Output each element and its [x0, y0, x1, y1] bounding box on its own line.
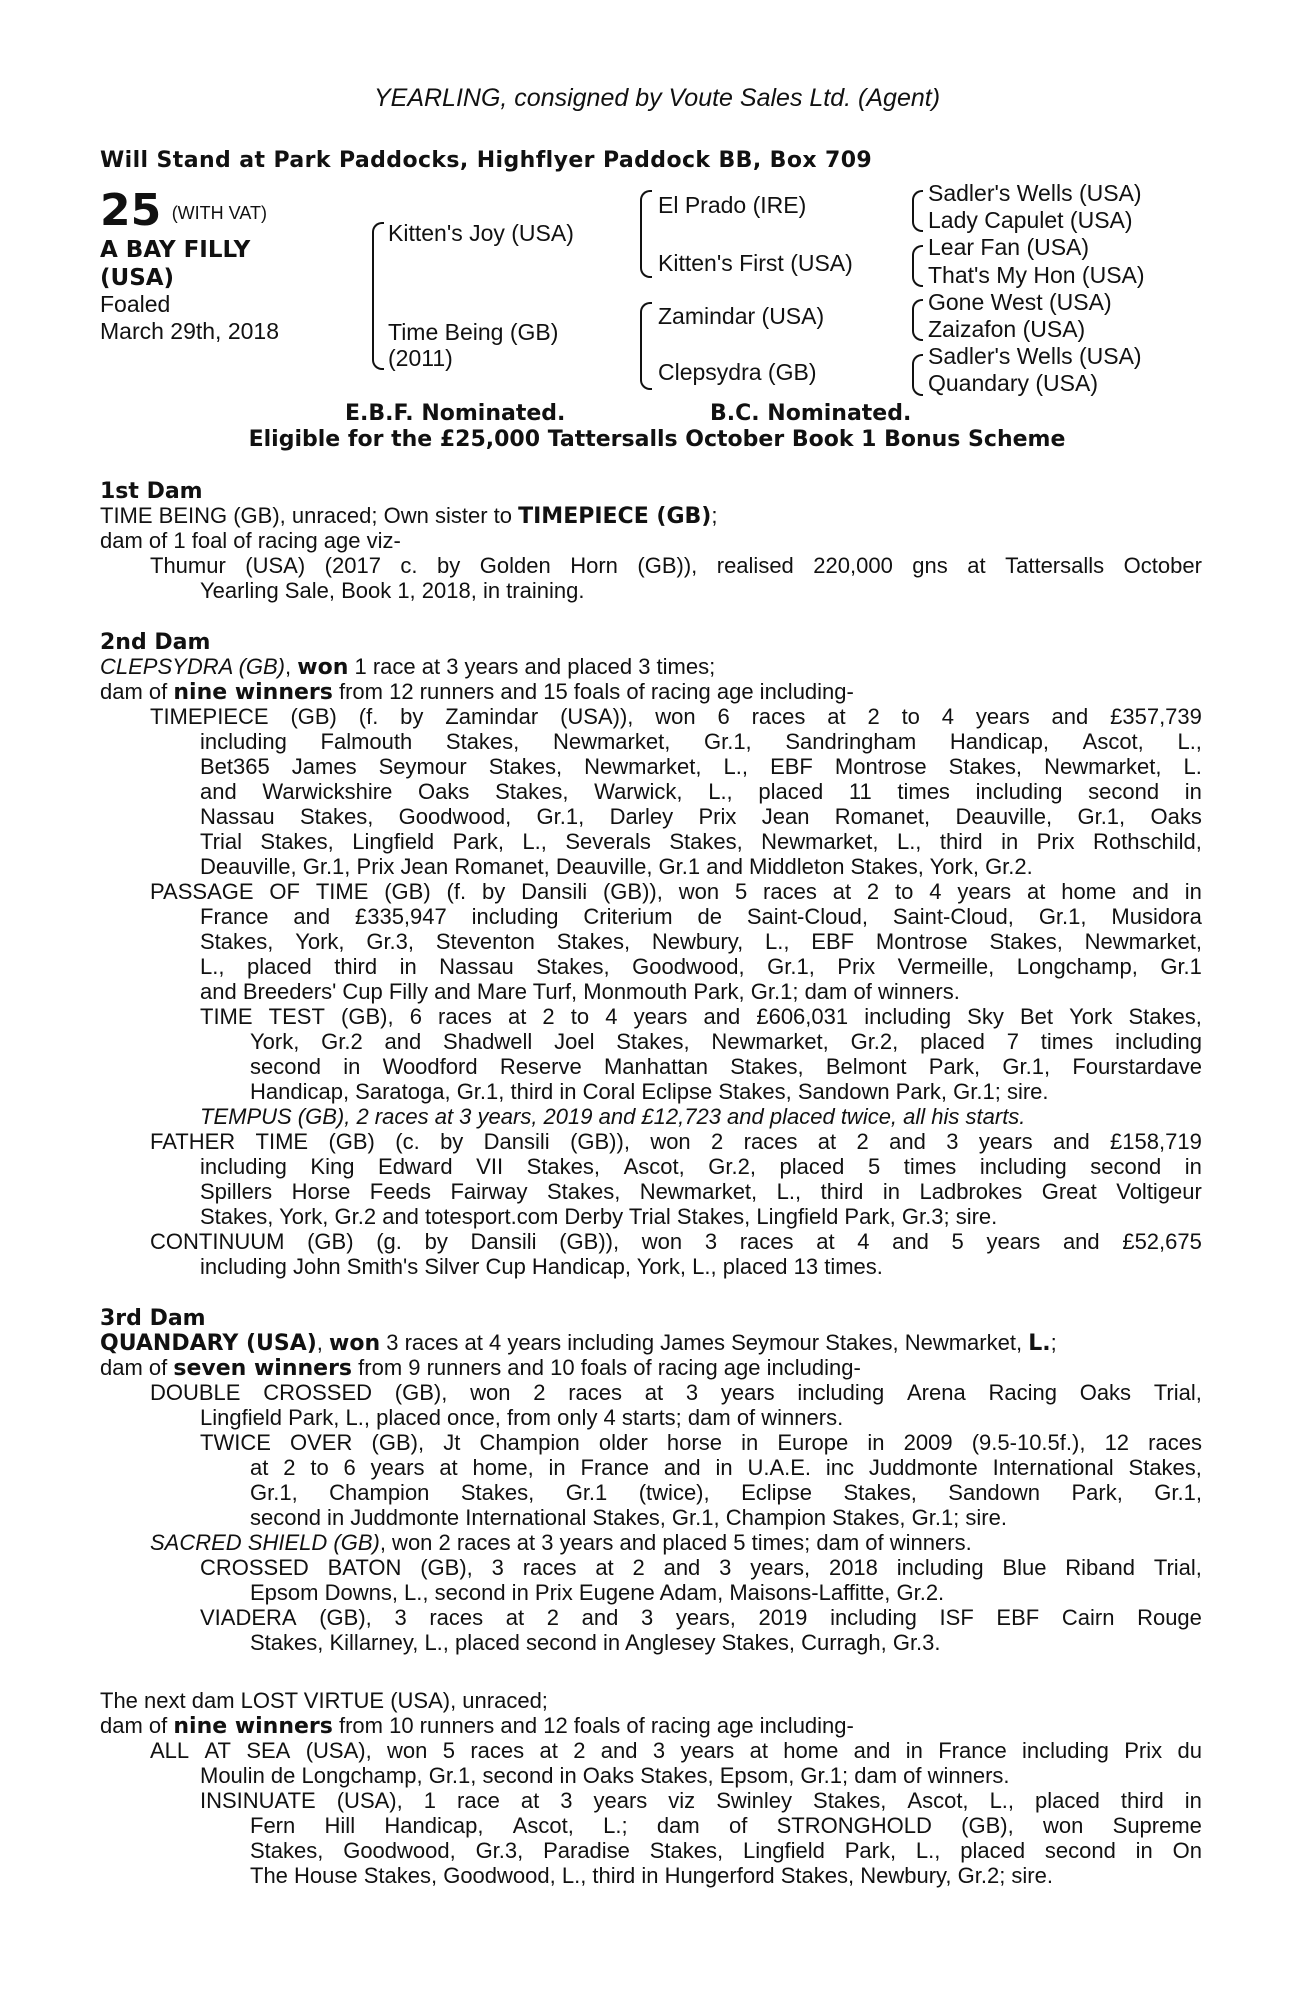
pedigree-dam: Time Being (GB): [388, 319, 559, 345]
pedigree-sire-sire: El Prado (IRE): [658, 192, 807, 218]
vat-label: (WITH VAT): [171, 203, 267, 223]
first-dam-line-4: Yearling Sale, Book 1, 2018, in training.: [200, 578, 585, 603]
pedigree-brace: [912, 354, 923, 376]
pedigree-ss-dam: Lady Capulet (USA): [928, 207, 1133, 233]
pedigree-brace: [640, 338, 652, 390]
timepiece-line: Nassau Stakes, Goodwood, Gr.1, Darley Prix Jean Romanet, Deauville, Gr.1, Oaks: [200, 804, 1202, 829]
all-at-sea-line: ALL AT SEA (USA), won 5 races at 2 and 3 years at home and in France including Prix du: [150, 1738, 1202, 1763]
pedigree-dam-year: (2011): [388, 345, 453, 371]
timepiece-line: TIMEPIECE (GB) (f. by Zamindar (USA)), won 6 races at 2 to 4 years and £357,739: [150, 704, 1202, 729]
ebf-nominated: E.B.F. Nominated.: [345, 401, 566, 426]
passage-line: France and £335,947 including Criterium de Saint-Cloud, Saint-Cloud, Gr.1, Musidora: [200, 904, 1202, 929]
twice-over-line: Gr.1, Champion Stakes, Gr.1 (twice), Eclipse Stakes, Sandown Park, Gr.1,: [250, 1480, 1202, 1505]
pedigree-dd-dam: Quandary (USA): [928, 370, 1099, 396]
pedigree-dam-sire: Zamindar (USA): [658, 303, 825, 329]
pedigree-sire-dam: Kitten's First (USA): [658, 250, 853, 276]
double-crossed-line: Lingfield Park, L., placed once, from only 4 starts; dam of winners.: [200, 1405, 844, 1430]
bc-nominated: B.C. Nominated.: [710, 401, 912, 426]
lot-number-block: [100, 186, 267, 236]
next-dam-line-1: The next dam LOST VIRTUE (USA), unraced;: [100, 1688, 548, 1713]
viadera-line: Stakes, Killarney, L., placed second in Anglesey Stakes, Curragh, Gr.3.: [250, 1630, 941, 1655]
timepiece-line: Deauville, Gr.1, Prix Jean Romanet, Deauville, Gr.1 and Middleton Stakes, York, Gr.2.: [200, 854, 1033, 879]
first-dam-line-1: TIME BEING (GB), unraced; Own sister to TIMEPIECE (GB);: [100, 503, 718, 529]
pedigree-sd-dam: That's My Hon (USA): [928, 262, 1145, 288]
double-crossed-line: DOUBLE CROSSED (GB), won 2 races at 3 years including Arena Racing Oaks Trial,: [150, 1380, 1202, 1405]
father-time-line: FATHER TIME (GB) (c. by Dansili (GB)), won 2 races at 2 and 3 years and £158,719: [150, 1129, 1202, 1154]
pedigree-ds-dam: Zaizafon (USA): [928, 316, 1086, 342]
continuum-line: including John Smith's Silver Cup Handicap, York, L., placed 13 times.: [200, 1254, 883, 1279]
pedigree-brace: [912, 210, 923, 232]
second-dam-line-2: dam of nine winners from 12 runners and 15 foals of racing age including-: [100, 679, 854, 705]
pedigree-brace: [372, 222, 384, 308]
timepiece-line: including Falmouth Stakes, Newmarket, Gr.1, Sandringham Handicap, Ascot, L.,: [200, 729, 1202, 754]
insinuate-line: Fern Hill Handicap, Ascot, L.; dam of STRONGHOLD (GB), won Supreme: [250, 1813, 1202, 1838]
third-dam-line-1: QUANDARY (USA), won 3 races at 4 years including James Seymour Stakes, Newmarket, L.;: [100, 1330, 1057, 1356]
pedigree-brace: [372, 306, 384, 370]
all-at-sea-line: Moulin de Longchamp, Gr.1, second in Oaks Stakes, Epsom, Gr.1; dam of winners.: [200, 1763, 1010, 1788]
first-dam-line-2: dam of 1 foal of racing age viz-: [100, 528, 401, 553]
timetest-line: York, Gr.2 and Shadwell Joel Stakes, Newmarket, Gr.2, placed 7 times including: [250, 1029, 1202, 1054]
passage-line: PASSAGE OF TIME (GB) (f. by Dansili (GB)), won 5 races at 2 to 4 years at home and in: [150, 879, 1202, 904]
crossed-baton-line: CROSSED BATON (GB), 3 races at 2 and 3 years, 2018 including Blue Riband Trial,: [200, 1555, 1202, 1580]
viadera-line: VIADERA (GB), 3 races at 2 and 3 years, 2019 including ISF EBF Cairn Rouge: [200, 1605, 1202, 1630]
passage-line: and Breeders' Cup Filly and Mare Turf, Monmouth Park, Gr.1; dam of winners.: [200, 979, 960, 1004]
foaled-date: March 29th, 2018: [100, 318, 280, 344]
continuum-line: CONTINUUM (GB) (g. by Dansili (GB)), won 3 races at 4 and 5 years and £52,675: [150, 1229, 1202, 1254]
crossed-baton-line: Epsom Downs, L., second in Prix Eugene Adam, Maisons-Laffitte, Gr.2.: [250, 1580, 945, 1605]
pedigree-ss-sire: Sadler's Wells (USA): [928, 180, 1142, 206]
pedigree-brace: [912, 245, 923, 267]
second-dam-line-1: CLEPSYDRA (GB), won 1 race at 3 years and placed 3 times;: [100, 654, 716, 680]
pedigree-dam-dam: Clepsydra (GB): [658, 359, 817, 385]
pedigree-dd-sire: Sadler's Wells (USA): [928, 343, 1142, 369]
tempus-line: TEMPUS (GB), 2 races at 3 years, 2019 and £12,723 and placed twice, all his starts.: [200, 1104, 1026, 1129]
father-time-line: including King Edward VII Stakes, Ascot, Gr.2, placed 5 times including second in: [200, 1154, 1202, 1179]
sacred-shield-line: SACRED SHIELD (GB), won 2 races at 3 years and placed 5 times; dam of winners.: [150, 1530, 972, 1555]
pedigree-brace: [912, 319, 923, 341]
twice-over-line: TWICE OVER (GB), Jt Champion older horse in Europe in 2009 (9.5-10.5f.), 12 races: [200, 1430, 1202, 1455]
pedigree-brace: [640, 190, 652, 228]
lot-number: 25: [100, 185, 162, 236]
consignor-line: YEARLING, consigned by Voute Sales Ltd. (Agent): [373, 84, 941, 112]
pedigree-sire: Kitten's Joy (USA): [388, 220, 574, 246]
insinuate-line: INSINUATE (USA), 1 race at 3 years viz Swinley Stakes, Ascot, L., placed third in: [200, 1788, 1202, 1813]
bonus-scheme: Eligible for the £25,000 Tattersalls October Book 1 Bonus Scheme: [248, 427, 1066, 452]
pedigree-brace: [912, 265, 923, 287]
twice-over-line: second in Juddmonte International Stakes, Gr.1, Champion Stakes, Gr.1; sire.: [250, 1505, 1007, 1530]
second-dam-heading: 2nd Dam: [100, 630, 211, 655]
pedigree-ds-sire: Gone West (USA): [928, 289, 1112, 315]
twice-over-line: at 2 to 6 years at home, in France and in U.A.E. inc Juddmonte International Stakes,: [250, 1455, 1202, 1480]
timepiece-line: and Warwickshire Oaks Stakes, Warwick, L., placed 11 times including second in: [200, 779, 1202, 804]
pedigree-brace: [912, 374, 923, 396]
third-dam-line-2: dam of seven winners from 9 runners and 10 foals of racing age including-: [100, 1355, 861, 1381]
timepiece-line: Bet365 James Seymour Stakes, Newmarket, L., EBF Montrose Stakes, Newmarket, L.: [200, 754, 1202, 779]
first-dam-line-3: Thumur (USA) (2017 c. by Golden Horn (GB)), realised 220,000 gns at Tattersalls October: [150, 553, 1202, 578]
father-time-line: Stakes, York, Gr.2 and totesport.com Derby Trial Stakes, Lingfield Park, Gr.3; sire.: [200, 1204, 998, 1229]
pedigree-sd-sire: Lear Fan (USA): [928, 234, 1090, 260]
lot-name-1: A BAY FILLY: [100, 237, 251, 263]
passage-line: Stakes, York, Gr.3, Steventon Stakes, Newbury, L., EBF Montrose Stakes, Newmarket,: [200, 929, 1202, 954]
timepiece-line: Trial Stakes, Lingfield Park, L., Severals Stakes, Newmarket, L., third in Prix Rothschild,: [200, 829, 1202, 854]
timetest-line: TIME TEST (GB), 6 races at 2 to 4 years and £606,031 including Sky Bet York Stakes,: [200, 1004, 1202, 1029]
pedigree-brace: [912, 190, 923, 212]
next-dam-line-2: dam of nine winners from 10 runners and 12 foals of racing age including-: [100, 1713, 854, 1739]
timetest-line: second in Woodford Reserve Manhattan Stakes, Belmont Park, Gr.1, Fourstardave: [250, 1054, 1202, 1079]
father-time-line: Spillers Horse Feeds Fairway Stakes, Newmarket, L., third in Ladbrokes Great Voltigeur: [200, 1179, 1202, 1204]
insinuate-line: Stakes, Goodwood, Gr.3, Paradise Stakes, Lingfield Park, L., placed second in On: [250, 1838, 1202, 1863]
passage-line: L., placed third in Nassau Stakes, Goodwood, Gr.1, Prix Vermeille, Longchamp, Gr.1: [200, 954, 1202, 979]
pedigree-brace: [640, 302, 652, 340]
insinuate-line: The House Stakes, Goodwood, L., third in Hungerford Stakes, Newbury, Gr.2; sire.: [250, 1863, 1053, 1888]
stand-line: Will Stand at Park Paddocks, Highflyer Paddock BB, Box 709: [100, 148, 873, 173]
lot-name-2: (USA): [100, 265, 175, 291]
first-dam-heading: 1st Dam: [100, 479, 203, 504]
pedigree-brace: [640, 226, 652, 278]
third-dam-heading: 3rd Dam: [100, 1306, 206, 1331]
pedigree-brace: [912, 299, 923, 321]
foaled-label: Foaled: [100, 291, 171, 317]
timetest-line: Handicap, Saratoga, Gr.1, third in Coral Eclipse Stakes, Sandown Park, Gr.1; sire.: [250, 1079, 1049, 1104]
